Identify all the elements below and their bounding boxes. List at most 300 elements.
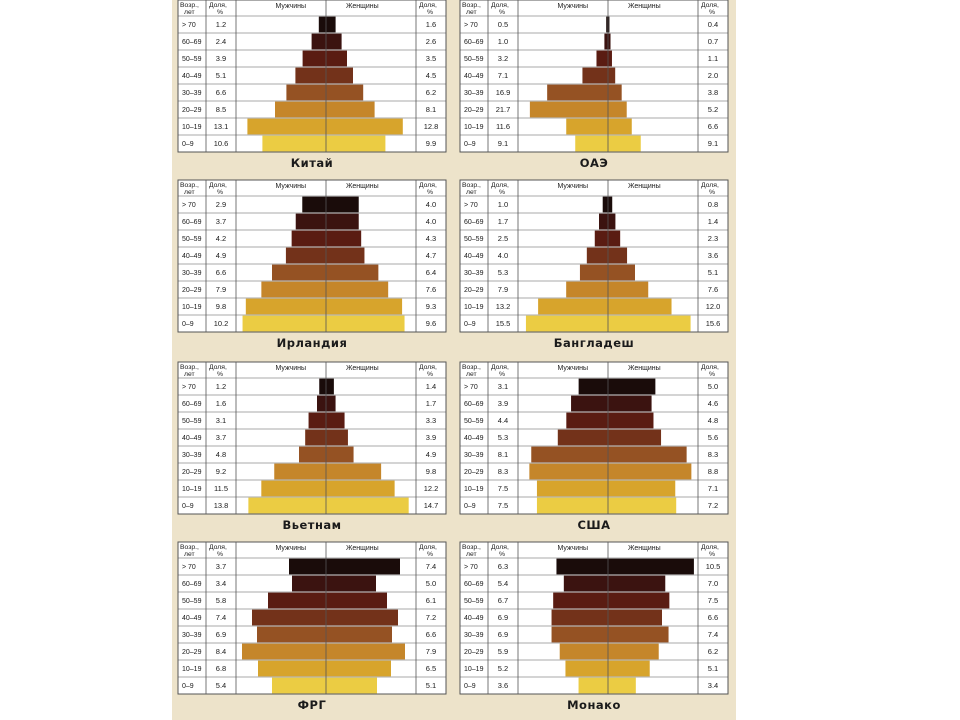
- age-group-label: 10–19: [182, 486, 202, 494]
- age-group-label: 0–9: [464, 321, 476, 329]
- share-header-female: Доля,: [419, 182, 437, 189]
- female-share-label: 3.4: [707, 681, 719, 691]
- female-share-label: 1.7: [425, 399, 437, 409]
- female-share-label: 7.6: [707, 285, 719, 295]
- share-header-male: Доля,: [491, 2, 509, 9]
- country-label: Бангладеш: [553, 336, 635, 350]
- male-share-label: 13.8: [213, 501, 229, 511]
- pyramid-chart-usa: [460, 362, 728, 514]
- male-bar: [292, 576, 326, 592]
- age-group-label: > 70: [182, 202, 196, 210]
- women-header: Женщины: [346, 365, 379, 372]
- female-bar: [326, 678, 377, 694]
- male-share-label: 1.2: [215, 382, 227, 392]
- pyramid-chart-vietnam: [178, 362, 446, 514]
- male-share-label: 3.9: [215, 54, 227, 64]
- female-bar: [608, 265, 635, 281]
- female-bar: [608, 430, 661, 446]
- male-bar: [295, 68, 326, 84]
- female-share-label: 0.8: [707, 200, 719, 210]
- age-group-label: 40–49: [182, 435, 202, 443]
- share-header-male: %: [499, 189, 506, 196]
- male-bar: [531, 447, 608, 463]
- male-share-label: 6.9: [497, 613, 509, 623]
- male-share-label: 1.0: [497, 200, 509, 210]
- male-bar: [286, 248, 326, 264]
- male-bar: [582, 68, 608, 84]
- age-group-label: 50–59: [464, 418, 484, 426]
- age-header: Возр.,: [462, 2, 481, 9]
- male-share-label: 7.1: [497, 71, 509, 81]
- men-header: Мужчины: [557, 3, 588, 10]
- male-bar: [246, 299, 326, 315]
- age-group-label: 10–19: [182, 304, 202, 312]
- female-share-label: 3.3: [425, 416, 437, 426]
- male-bar: [566, 413, 608, 429]
- female-bar: [326, 481, 395, 497]
- age-group-label: 10–19: [182, 666, 202, 674]
- female-bar: [326, 136, 385, 152]
- female-bar: [326, 610, 398, 626]
- share-header-male: %: [217, 371, 224, 378]
- male-bar: [587, 248, 608, 264]
- female-bar: [608, 136, 641, 152]
- female-share-label: 7.4: [707, 630, 719, 640]
- male-bar: [537, 481, 608, 497]
- women-header: Женщины: [346, 183, 379, 190]
- country-label: Монако: [567, 698, 621, 712]
- male-share-label: 11.5: [213, 484, 229, 494]
- age-group-label: 60–69: [464, 39, 484, 47]
- male-bar: [571, 396, 608, 412]
- female-bar: [608, 413, 653, 429]
- female-bar: [608, 119, 632, 135]
- pyramid-chart-bangladesh: [460, 180, 728, 332]
- share-header-female: %: [709, 9, 716, 16]
- share-header-female: %: [427, 189, 434, 196]
- male-bar: [603, 197, 608, 213]
- male-share-label: 9.2: [215, 467, 227, 477]
- women-header: Женщины: [346, 545, 379, 552]
- age-group-label: 60–69: [464, 401, 484, 409]
- female-share-label: 5.2: [707, 105, 719, 115]
- female-bar: [326, 464, 381, 480]
- pyramid-panel-ireland: [178, 180, 446, 354]
- male-share-label: 3.2: [497, 54, 509, 64]
- pyramid-panel-vietnam: [178, 362, 446, 536]
- female-bar: [326, 231, 361, 247]
- female-share-label: 1.6: [425, 20, 437, 30]
- female-share-label: 9.8: [425, 467, 437, 477]
- women-header: Женщины: [628, 183, 661, 190]
- age-header: лет: [466, 371, 477, 378]
- male-share-label: 5.2: [497, 664, 509, 674]
- female-share-label: 4.8: [707, 416, 719, 426]
- share-header-male: Доля,: [491, 544, 509, 551]
- male-bar: [274, 464, 326, 480]
- female-bar: [326, 197, 359, 213]
- male-bar: [537, 498, 608, 514]
- male-bar: [272, 678, 326, 694]
- age-group-label: 50–59: [464, 236, 484, 244]
- country-label: ФРГ: [297, 698, 327, 712]
- male-bar: [526, 316, 608, 332]
- share-header-female: %: [709, 551, 716, 558]
- age-group-label: 40–49: [464, 615, 484, 623]
- female-bar: [326, 214, 359, 230]
- male-bar: [309, 413, 326, 429]
- share-header-female: Доля,: [701, 2, 719, 9]
- male-share-label: 3.1: [215, 416, 227, 426]
- female-share-label: 7.1: [707, 484, 719, 494]
- male-bar: [599, 214, 608, 230]
- male-share-label: 5.4: [215, 681, 227, 691]
- female-share-label: 5.0: [707, 382, 719, 392]
- female-bar: [608, 627, 669, 643]
- female-share-label: 5.1: [707, 268, 719, 278]
- male-share-label: 7.9: [497, 285, 509, 295]
- male-share-label: 8.3: [497, 467, 509, 477]
- female-bar: [608, 248, 627, 264]
- male-share-label: 4.0: [497, 251, 509, 261]
- male-bar: [579, 678, 608, 694]
- male-share-label: 6.9: [215, 630, 227, 640]
- female-bar: [608, 464, 691, 480]
- female-bar: [326, 316, 405, 332]
- male-share-label: 5.8: [215, 596, 227, 606]
- male-bar: [560, 644, 608, 660]
- female-share-label: 0.7: [707, 37, 719, 47]
- age-group-label: 10–19: [464, 304, 484, 312]
- female-share-label: 1.1: [707, 54, 719, 64]
- male-share-label: 3.9: [497, 399, 509, 409]
- female-share-label: 4.3: [425, 234, 437, 244]
- male-share-label: 5.3: [497, 268, 509, 278]
- age-group-label: 0–9: [464, 683, 476, 691]
- pyramid-panel-monaco: [460, 542, 728, 716]
- female-bar: [326, 498, 409, 514]
- share-header-male: Доля,: [491, 364, 509, 371]
- female-bar: [326, 627, 392, 643]
- men-header: Мужчины: [275, 545, 306, 552]
- male-share-label: 11.6: [495, 122, 511, 132]
- men-header: Мужчины: [275, 365, 306, 372]
- male-share-label: 3.7: [215, 562, 227, 572]
- share-header-male: Доля,: [491, 182, 509, 189]
- age-group-label: 50–59: [464, 56, 484, 64]
- female-bar: [326, 379, 334, 395]
- female-bar: [326, 644, 405, 660]
- share-header-male: Доля,: [209, 544, 227, 551]
- female-bar: [326, 413, 345, 429]
- male-share-label: 3.4: [215, 579, 227, 589]
- male-share-label: 10.6: [213, 139, 229, 149]
- male-share-label: 9.1: [497, 139, 509, 149]
- female-bar: [608, 498, 676, 514]
- pyramid-panel-china: [178, 0, 446, 174]
- female-share-label: 3.9: [425, 433, 437, 443]
- female-bar: [608, 299, 672, 315]
- age-group-label: 60–69: [182, 581, 202, 589]
- male-bar: [547, 85, 608, 101]
- male-share-label: 13.1: [213, 122, 229, 132]
- female-share-label: 7.5: [707, 596, 719, 606]
- female-share-label: 7.0: [707, 579, 719, 589]
- female-bar: [326, 576, 376, 592]
- male-bar: [261, 282, 326, 298]
- female-share-label: 12.0: [705, 302, 721, 312]
- age-group-label: 10–19: [464, 124, 484, 132]
- share-header-female: %: [709, 189, 716, 196]
- male-bar: [319, 379, 326, 395]
- age-group-label: 60–69: [182, 39, 202, 47]
- male-bar: [319, 17, 326, 33]
- share-header-female: %: [427, 9, 434, 16]
- female-share-label: 3.5: [425, 54, 437, 64]
- male-share-label: 8.4: [215, 647, 227, 657]
- female-bar: [326, 396, 336, 412]
- age-header: Возр.,: [180, 364, 199, 371]
- female-bar: [608, 316, 691, 332]
- male-bar: [257, 627, 326, 643]
- female-share-label: 1.4: [707, 217, 719, 227]
- female-bar: [608, 231, 620, 247]
- male-share-label: 13.2: [495, 302, 511, 312]
- male-share-label: 8.5: [215, 105, 227, 115]
- female-share-label: 6.6: [707, 122, 719, 132]
- female-bar: [326, 447, 354, 463]
- female-share-label: 6.5: [425, 664, 437, 674]
- age-group-label: 0–9: [464, 503, 476, 511]
- share-header-male: %: [217, 551, 224, 558]
- female-bar: [326, 430, 348, 446]
- male-bar: [564, 576, 608, 592]
- female-bar: [326, 661, 391, 677]
- men-header: Мужчины: [275, 183, 306, 190]
- female-share-label: 9.9: [425, 139, 437, 149]
- male-share-label: 5.4: [497, 579, 509, 589]
- men-header: Мужчины: [557, 183, 588, 190]
- pyramid-panel-bangladesh: [460, 180, 728, 354]
- male-bar: [272, 265, 326, 281]
- age-group-label: 10–19: [182, 124, 202, 132]
- male-share-label: 7.5: [497, 501, 509, 511]
- female-share-label: 7.2: [707, 501, 719, 511]
- female-share-label: 12.2: [423, 484, 439, 494]
- male-bar: [580, 265, 608, 281]
- age-group-label: 50–59: [182, 418, 202, 426]
- share-header-female: Доля,: [701, 182, 719, 189]
- age-group-label: > 70: [464, 202, 478, 210]
- male-bar: [302, 197, 326, 213]
- age-header: лет: [184, 371, 195, 378]
- female-bar: [608, 197, 612, 213]
- male-bar: [604, 34, 608, 50]
- age-header: лет: [466, 189, 477, 196]
- male-share-label: 2.4: [215, 37, 227, 47]
- male-bar: [595, 231, 608, 247]
- male-share-label: 3.1: [497, 382, 509, 392]
- male-share-label: 4.4: [497, 416, 509, 426]
- age-header: лет: [466, 551, 477, 558]
- male-share-label: 1.0: [497, 37, 509, 47]
- female-bar: [326, 559, 400, 575]
- male-share-label: 7.9: [215, 285, 227, 295]
- female-bar: [608, 661, 650, 677]
- age-header: лет: [184, 9, 195, 16]
- share-header-female: Доля,: [419, 364, 437, 371]
- male-bar: [565, 661, 608, 677]
- age-group-label: 0–9: [182, 321, 194, 329]
- country-label: США: [577, 518, 611, 532]
- male-bar: [530, 102, 608, 118]
- male-share-label: 7.4: [215, 613, 227, 623]
- female-share-label: 9.1: [707, 139, 719, 149]
- share-header-male: %: [499, 551, 506, 558]
- age-group-label: 30–39: [182, 90, 202, 98]
- age-header: лет: [466, 9, 477, 16]
- age-header: Возр.,: [180, 544, 199, 551]
- age-group-label: 30–39: [464, 632, 484, 640]
- male-bar: [558, 430, 608, 446]
- female-bar: [608, 68, 615, 84]
- men-header: Мужчины: [275, 3, 306, 10]
- female-bar: [608, 576, 665, 592]
- female-share-label: 15.6: [705, 319, 721, 329]
- male-share-label: 5.3: [497, 433, 509, 443]
- age-group-label: 60–69: [464, 219, 484, 227]
- age-group-label: > 70: [464, 564, 478, 572]
- age-group-label: 60–69: [182, 219, 202, 227]
- male-bar: [292, 231, 326, 247]
- male-share-label: 4.8: [215, 450, 227, 460]
- male-bar: [242, 644, 326, 660]
- female-bar: [326, 51, 347, 67]
- male-share-label: 8.1: [497, 450, 509, 460]
- male-bar: [538, 299, 608, 315]
- age-group-label: 60–69: [464, 581, 484, 589]
- age-group-label: > 70: [182, 22, 196, 30]
- pyramid-panel-frg: [178, 542, 446, 716]
- age-header: Возр.,: [180, 2, 199, 9]
- women-header: Женщины: [628, 365, 661, 372]
- pyramid-chart-china: [178, 0, 446, 152]
- age-group-label: 20–29: [464, 649, 484, 657]
- female-share-label: 14.7: [423, 501, 439, 511]
- women-header: Женщины: [346, 3, 379, 10]
- pyramid-panel-usa: [460, 362, 728, 536]
- female-bar: [326, 68, 353, 84]
- age-group-label: 40–49: [464, 73, 484, 81]
- age-group-label: 0–9: [464, 141, 476, 149]
- female-share-label: 4.6: [707, 399, 719, 409]
- male-bar: [275, 102, 326, 118]
- share-header-male: %: [217, 9, 224, 16]
- male-share-label: 3.7: [215, 217, 227, 227]
- female-share-label: 7.2: [425, 613, 437, 623]
- male-share-label: 1.6: [215, 399, 227, 409]
- age-group-label: 20–29: [464, 107, 484, 115]
- female-bar: [608, 559, 694, 575]
- age-group-label: 60–69: [182, 401, 202, 409]
- age-group-label: 30–39: [464, 270, 484, 278]
- female-bar: [608, 447, 687, 463]
- age-group-label: 10–19: [464, 666, 484, 674]
- male-share-label: 16.9: [495, 88, 511, 98]
- age-group-label: 50–59: [182, 598, 202, 606]
- pyramid-panel-uae: [460, 0, 728, 174]
- male-bar: [243, 316, 326, 332]
- male-share-label: 1.2: [215, 20, 227, 30]
- female-share-label: 4.7: [425, 251, 437, 261]
- female-share-label: 2.6: [425, 37, 437, 47]
- male-bar: [305, 430, 326, 446]
- male-share-label: 21.7: [495, 105, 511, 115]
- age-group-label: 20–29: [464, 469, 484, 477]
- female-bar: [608, 282, 648, 298]
- male-share-label: 6.6: [215, 268, 227, 278]
- female-share-label: 1.4: [425, 382, 437, 392]
- female-bar: [608, 102, 627, 118]
- pyramid-chart-ireland: [178, 180, 446, 332]
- female-share-label: 6.2: [707, 647, 719, 657]
- age-group-label: > 70: [464, 22, 478, 30]
- male-share-label: 10.2: [213, 319, 229, 329]
- male-share-label: 6.3: [497, 562, 509, 572]
- female-share-label: 5.1: [707, 664, 719, 674]
- female-bar: [326, 85, 363, 101]
- male-share-label: 3.7: [215, 433, 227, 443]
- female-bar: [326, 593, 387, 609]
- age-group-label: 50–59: [464, 598, 484, 606]
- share-header-male: %: [499, 371, 506, 378]
- female-share-label: 12.8: [423, 122, 439, 132]
- male-bar: [252, 610, 326, 626]
- male-bar: [575, 136, 608, 152]
- age-group-label: 50–59: [182, 56, 202, 64]
- age-group-label: 30–39: [182, 452, 202, 460]
- female-bar: [608, 379, 655, 395]
- female-share-label: 2.0: [707, 71, 719, 81]
- female-bar: [608, 593, 669, 609]
- male-bar: [258, 661, 326, 677]
- male-share-label: 6.6: [215, 88, 227, 98]
- share-header-female: %: [427, 551, 434, 558]
- age-group-label: 0–9: [182, 141, 194, 149]
- male-bar: [247, 119, 326, 135]
- female-share-label: 2.3: [707, 234, 719, 244]
- age-group-label: > 70: [182, 384, 196, 392]
- male-share-label: 5.1: [215, 71, 227, 81]
- age-group-label: 20–29: [182, 469, 202, 477]
- age-group-label: 20–29: [182, 107, 202, 115]
- female-share-label: 7.6: [425, 285, 437, 295]
- female-bar: [326, 282, 388, 298]
- male-share-label: 2.5: [497, 234, 509, 244]
- age-header: лет: [184, 189, 195, 196]
- age-group-label: 20–29: [182, 287, 202, 295]
- age-group-label: 0–9: [182, 683, 194, 691]
- age-group-label: 30–39: [464, 90, 484, 98]
- share-header-male: Доля,: [209, 2, 227, 9]
- women-header: Женщины: [628, 545, 661, 552]
- age-header: Возр.,: [180, 182, 199, 189]
- female-share-label: 4.5: [425, 71, 437, 81]
- age-header: лет: [184, 551, 195, 558]
- pyramid-chart-uae: [460, 0, 728, 152]
- female-share-label: 4.0: [425, 200, 437, 210]
- male-share-label: 0.5: [497, 20, 509, 30]
